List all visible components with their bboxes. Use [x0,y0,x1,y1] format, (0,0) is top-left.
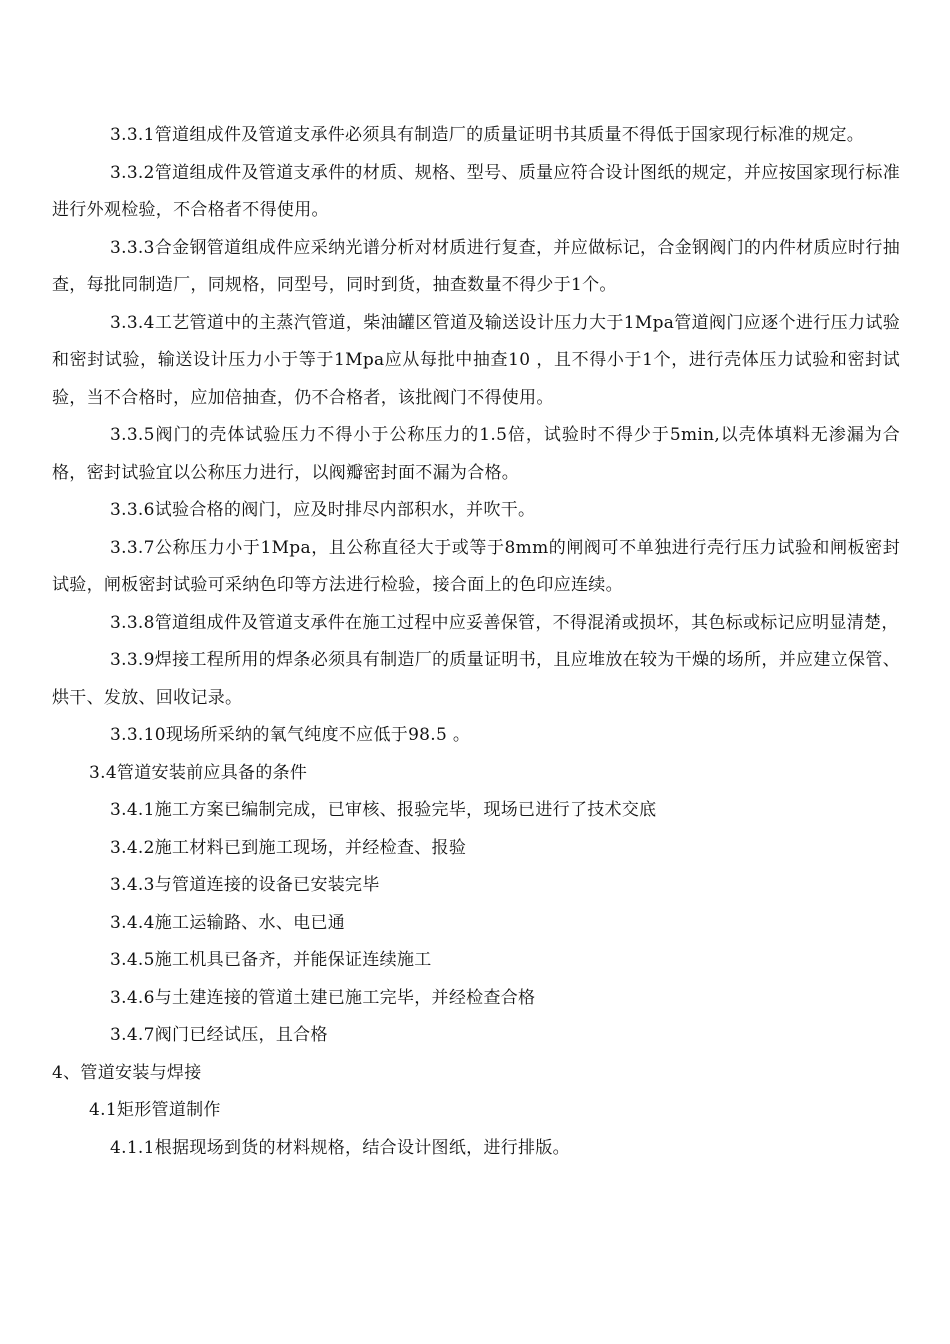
clause-3-3-3: 3.3.3合金钢管道组成件应采纳光谱分析对材质进行复查，并应做标记，合金钢阀门的内件材质应时行抽查，每批同制造厂，同规格，同型号，同时到货，抽查数量不得少于1个。 [52,237,900,295]
clause-3-3-5: 3.3.5阀门的壳体试验压力不得小于公称压力的1.5倍，试验时不得少于5min,以壳体填料无渗漏为合格，密封试验宜以公称压力进行，以阀瓣密封面不漏为合格。 [52,425,900,483]
clause-3-3-1: 3.3.1管道组成件及管道支承件必须具有制造厂的质量证明书其质量不得低于国家现行标准的规定。 [110,125,865,145]
clause-3-3-4: 3.3.4工艺管道中的主蒸汽管道，柴油罐区管道及输送设计压力大于1Mpa管道阀门应逐个进行压力试验和密封试验，输送设计压力小于等于1Mpa应从每批中抽查10 ，且不得小于1个，进行壳体压力试验和密封试验，当不合格时，应加倍抽查，仍不合格者，该批阀门不得使用。 [52,312,900,408]
clause-4-1-1: 4.1.1根据现场到货的材料规格，结合设计图纸，进行排版。 [110,1137,570,1158]
heading-4-1: 4.1矩形管道制作 [89,1100,221,1120]
clause-3-4-2: 3.4.2施工材料已到施工现场，并经检查、报验 [110,837,467,858]
heading-3-4: 3.4管道安装前应具备的条件 [89,762,308,783]
clause-3-3-10: 3.3.10现场所采纳的氧气纯度不应低于98.5 。 [110,725,471,745]
clause-3-3-8: 3.3.8管道组成件及管道支承件在施工过程中应妥善保管，不得混淆或损坏，其色标或标记应明显清楚， [110,612,899,633]
clause-3-3-6: 3.3.6试验合格的阀门，应及时排尽内部积水，并吹干。 [110,500,536,520]
clause-3-4-3: 3.4.3与管道连接的设备已安装完毕 [110,875,380,895]
clause-3-4-7: 3.4.7阀门已经试压，且合格 [110,1025,328,1045]
clause-3-3-2: 3.3.2管道组成件及管道支承件的材质、规格、型号、质量应符合设计图纸的规定，并应按国家现行标准进行外观检验，不合格者不得使用。 [52,162,900,220]
clause-3-4-5: 3.4.5施工机具已备齐，并能保证连续施工 [110,950,432,970]
clause-3-3-7: 3.3.7公称压力小于1Mpa，且公称直径大于或等于8mm的闸阀可不单独进行壳行压力试验和闸板密封试验，闸板密封试验可采纳色印等方法进行检验，接合面上的色印应连续。 [52,537,900,595]
heading-4: 4、管道安装与焊接 [52,1062,202,1083]
clause-3-3-9: 3.3.9焊接工程所用的焊条必须具有制造厂的质量证明书，且应堆放在较为干燥的场所，并应建立保管、烘干、发放、回收记录。 [52,650,900,708]
clause-3-4-4: 3.4.4施工运输路、水、电已通 [110,912,346,933]
clause-3-4-1: 3.4.1施工方案已编制完成，已审核、报验完毕，现场已进行了技术交底 [110,800,657,820]
document-body [52,117,900,1167]
clause-3-4-6: 3.4.6与土建连接的管道土建已施工完毕，并经检查合格 [110,987,536,1008]
